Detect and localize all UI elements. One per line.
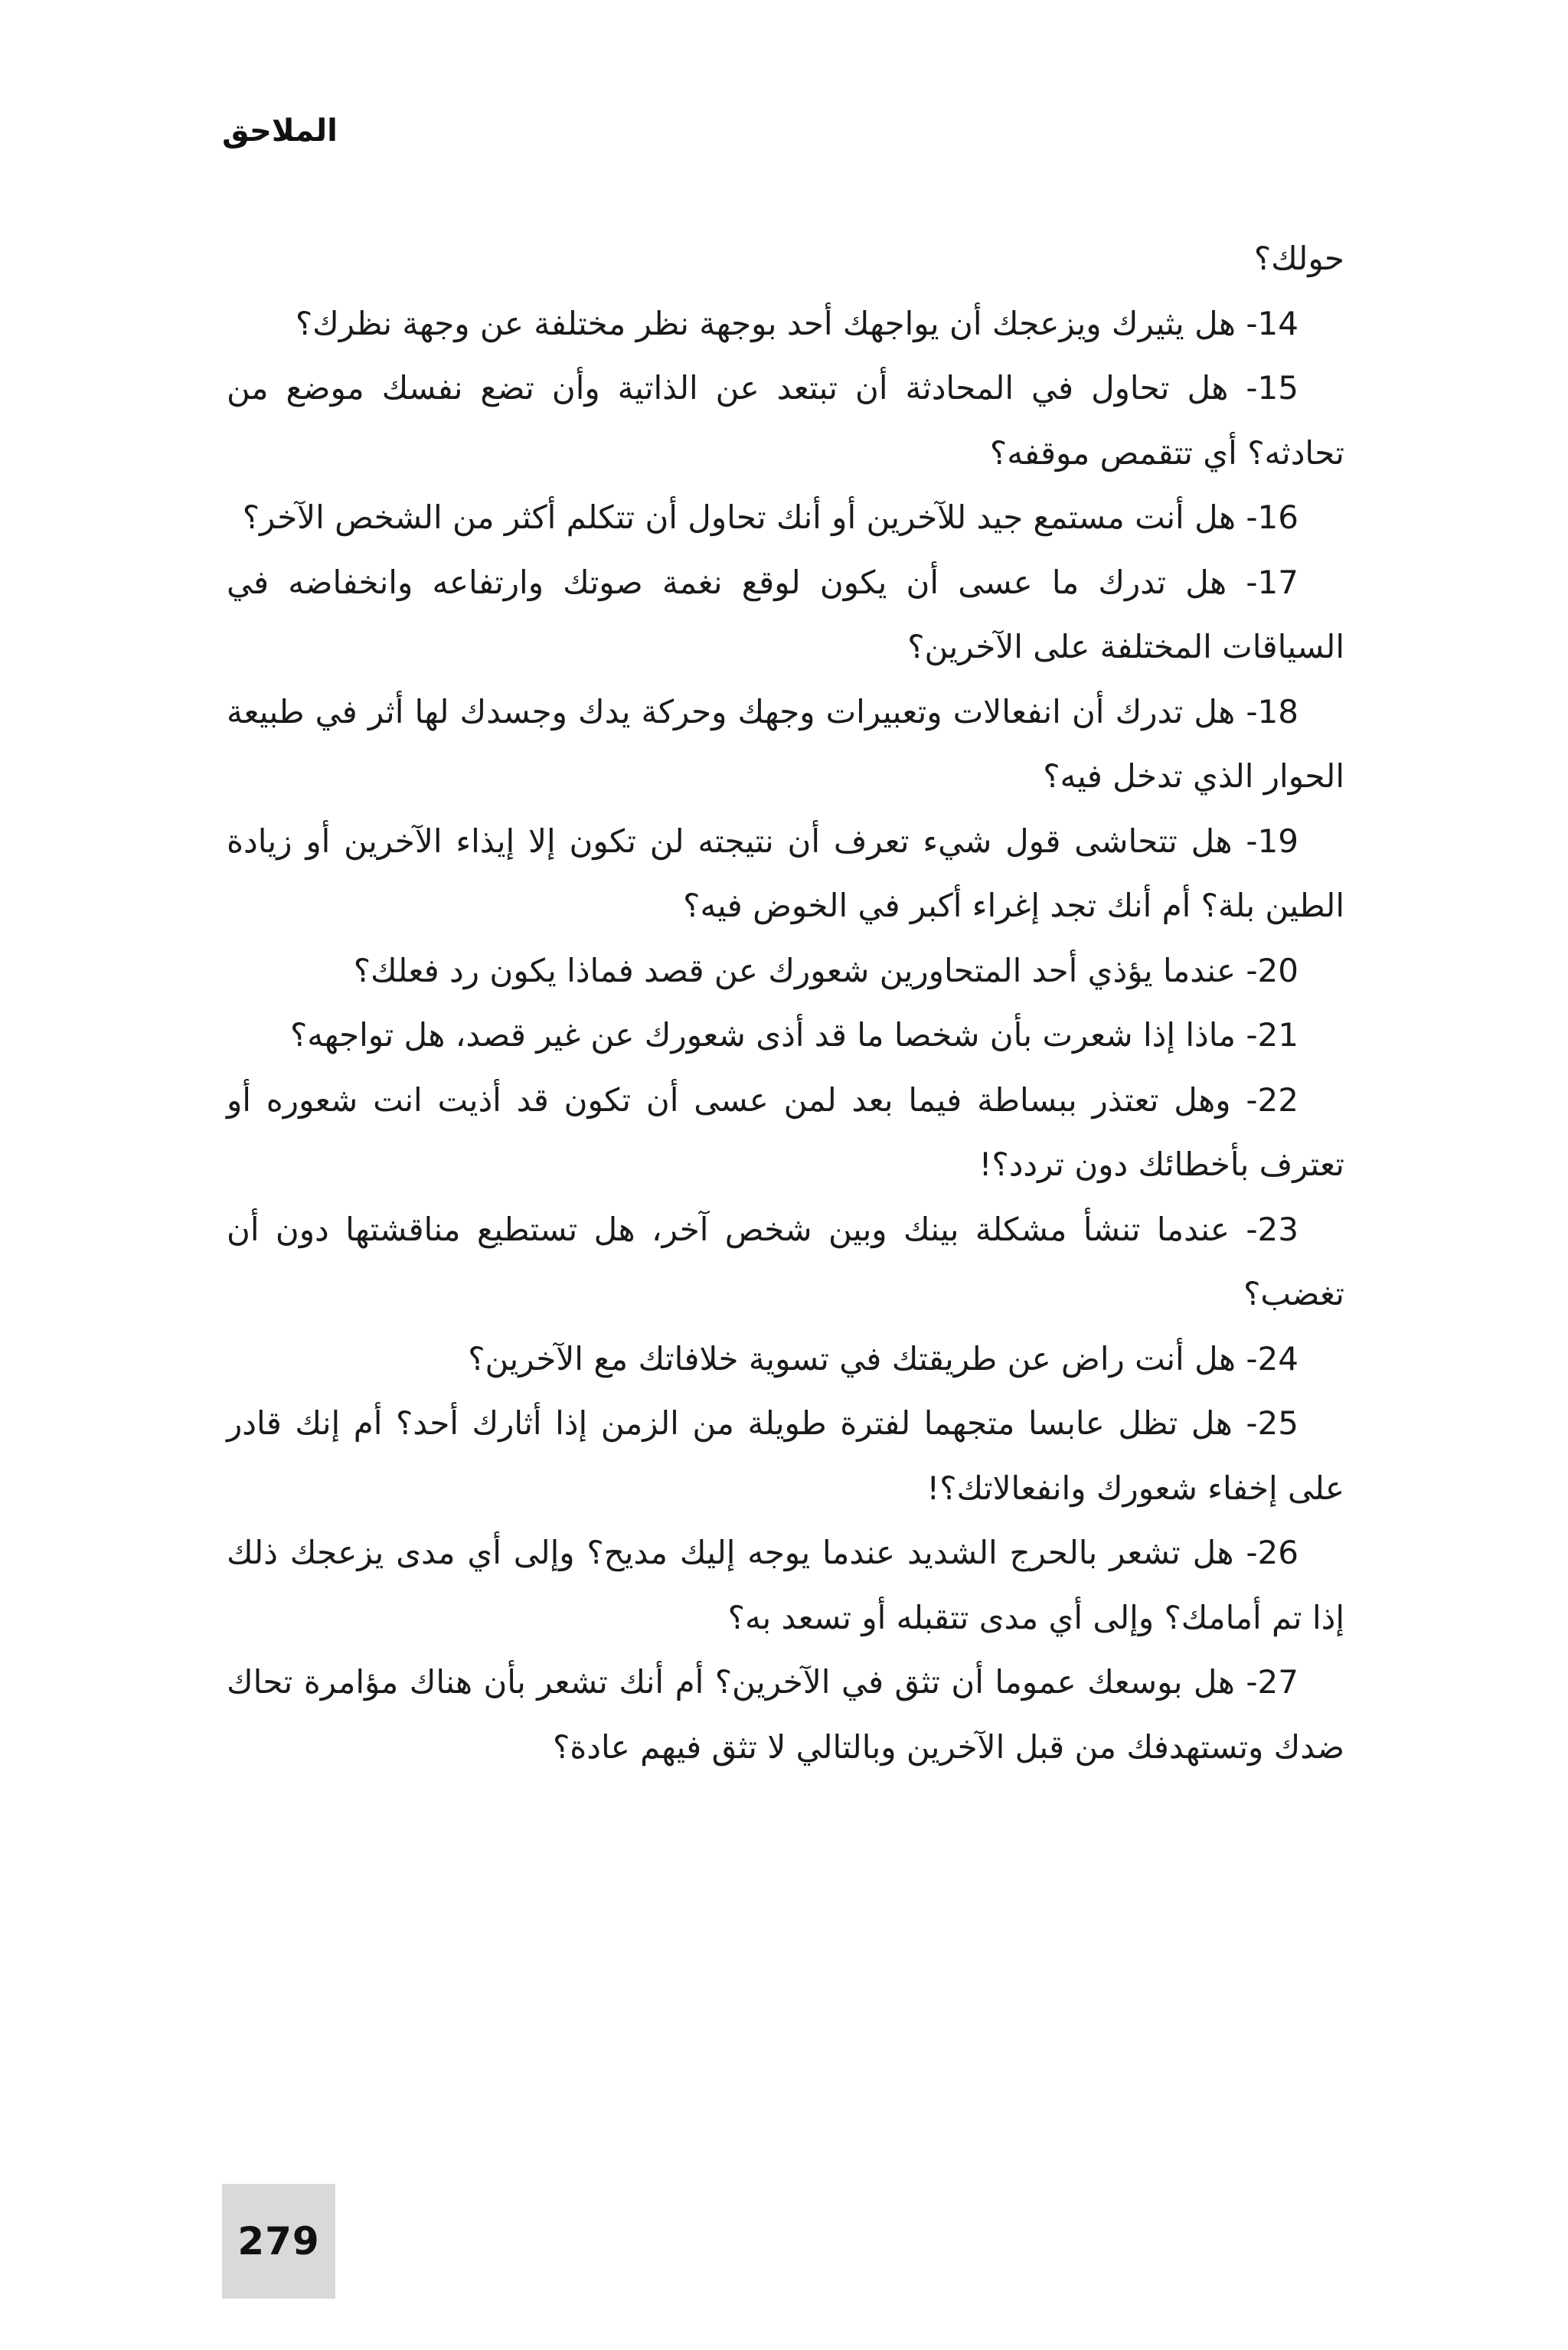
running-header: الملاحق (222, 113, 338, 149)
question-25: 25- هل تظل عابسا متجهما لفترة طويلة من الزمن إذا أثارك أحد؟ أم إنك قادر على إخفاء شعورك وانفعالاتك؟! (227, 1404, 1344, 1507)
question-18: 18- هل تدرك أن انفعالات وتعبيرات وجهك وحركة يدك وجسدك لها أثر في طبيعة الحوار الذي تدخل فيه؟ (227, 692, 1344, 795)
question-16: 16- هل أنت مستمع جيد للآخرين أو أنك تحاول أن تتكلم أكثر من الشخص الآخر؟ (242, 498, 1298, 536)
question-15: 15- هل تحاول في المحادثة أن تبتعد عن الذاتية وأن تضع نفسك موضع من تحادثه؟ أي تتقمص موقفه؟ (227, 369, 1344, 472)
question-22: 22- وهل تعتذر ببساطة فيما بعد لمن عسى أن تكون قد أذيت انت شعوره أو تعترف بأخطائك دون تردد؟! (227, 1080, 1344, 1183)
question-20: 20- عندما يؤذي أحد المتحاورين شعورك عن قصد فماذا يكون رد فعلك؟ (353, 951, 1298, 989)
page-number: 279 (237, 2219, 320, 2263)
question-23: 23- عندما تنشأ مشكلة بينك وبين شخص آخر، هل تستطيع مناقشتها دون أن تغضب؟ (227, 1210, 1344, 1312)
continuation-line: حولك؟ (1253, 240, 1344, 277)
question-26: 26- هل تشعر بالحرج الشديد عندما يوجه إليك مديح؟ وإلى أي مدى يزعجك ذلك إذا تم أمامك؟ وإلى أي مدى تتقبله أو تسعد به؟ (227, 1534, 1344, 1636)
question-27: 27- هل بوسعك عموما أن تثق في الآخرين؟ أم أنك تشعر بأن هناك مؤامرة تحاك ضدك وتستهدفك من قبل الآخرين وبالتالي لا تثق فيهم عادة؟ (227, 1663, 1344, 1766)
page-body (227, 227, 1344, 1780)
question-24: 24- هل أنت راض عن طريقتك في تسوية خلافاتك مع الآخرين؟ (468, 1339, 1298, 1378)
page-number-box (222, 2184, 335, 2299)
question-17: 17- هل تدرك ما عسى أن يكون لوقع نغمة صوتك وارتفاعه وانخفاضه في السياقات المختلفة على الآخرين؟ (227, 563, 1344, 665)
question-21: 21- ماذا إذا شعرت بأن شخصا ما قد أذى شعورك عن غير قصد، هل تواجهه؟ (289, 1016, 1298, 1054)
question-19: 19- هل تتحاشى قول شيء تعرف أن نتيجته لن تكون إلا إيذاء الآخرين أو زيادة الطين بلة؟ أم أنك تجد إغراء أكبر في الخوض فيه؟ (227, 822, 1344, 924)
question-14: 14- هل يثيرك ويزعجك أن يواجهك أحد بوجهة نظر مختلفة عن وجهة نظرك؟ (295, 304, 1298, 342)
